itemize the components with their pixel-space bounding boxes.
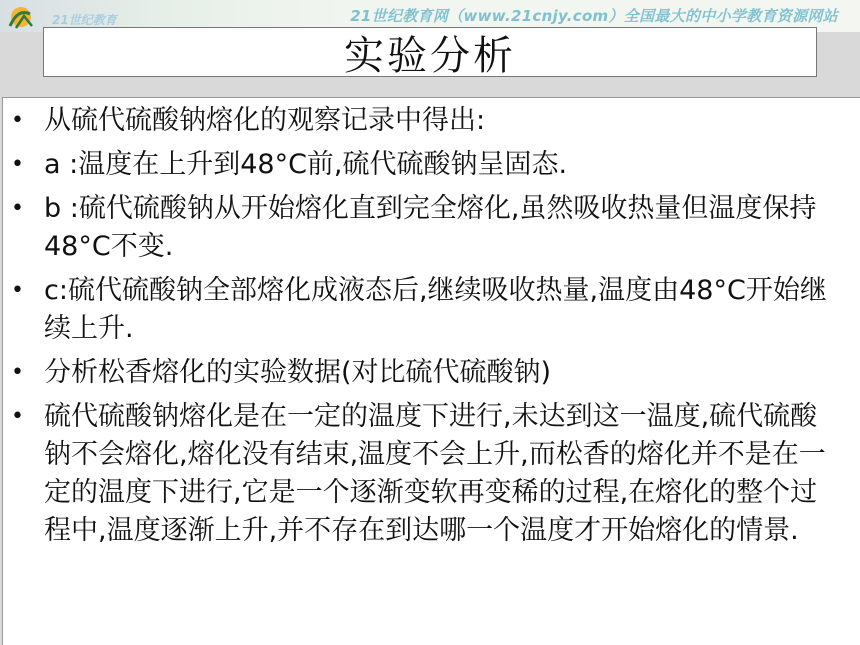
bullet-list	[3, 102, 860, 556]
bullet-dot: •	[11, 404, 24, 429]
slide-title: 实验分析	[344, 32, 516, 79]
bullet-item: • 从硫代硫酸钠熔化的观察记录中得出:	[3, 102, 860, 140]
bullet-dot: •	[11, 108, 24, 133]
site-banner-text: 21世纪教育网（www.21cnjy.com）全国最大的中小学教育资源网站	[350, 7, 838, 25]
logo-text: 21世纪教育	[52, 13, 117, 27]
slide-title-box	[43, 27, 817, 77]
bullet-item: • 硫代硫酸钠熔化是在一定的温度下进行,未达到这一温度,硫代硫酸钠不会熔化,熔化没有结束,温度不会上升,而松香的熔化并不是在一定的温度下进行,它是一个逐渐变软再变稀的过程,在熔化的整个过程中,温度逐渐上升,并不存在到达哪一个温度才开始熔化的情景.	[3, 398, 860, 550]
bullet-dot: •	[11, 360, 24, 385]
bullet-item: • b :硫代硫酸钠从开始熔化直到完全熔化,虽然吸收热量但温度保持48°C不变.	[3, 190, 860, 266]
slide-content	[2, 97, 860, 645]
bullet-item: • c:硫代硫酸钠全部熔化成液态后,继续吸收热量,温度由48°C开始继续上升.	[3, 272, 860, 348]
bullet-dot: •	[11, 278, 24, 303]
bullet-dot: •	[11, 152, 24, 177]
bullet-dot: •	[11, 196, 24, 221]
bullet-item: • a :温度在上升到48°C前,硫代硫酸钠呈固态.	[3, 146, 860, 184]
bullet-item: • 分析松香熔化的实验数据(对比硫代硫酸钠)	[3, 354, 860, 392]
